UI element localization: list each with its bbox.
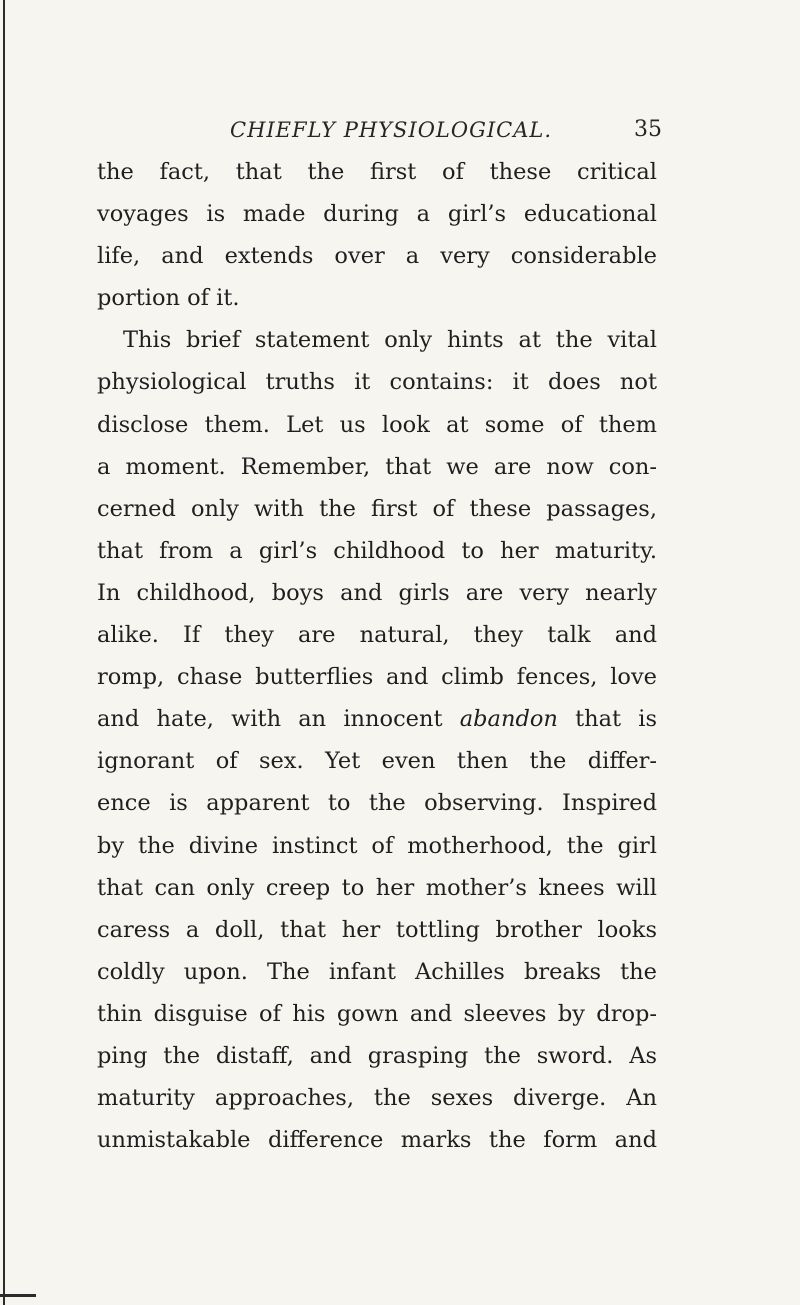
text-line: In childhood, boys and girls are very nearly [97, 579, 657, 606]
text-line: This brief statement only hints at the vital [123, 327, 657, 354]
text-line: disclose them. Let us look at some of them [97, 411, 657, 438]
text-line: voyages is made during a girl’s educational [97, 201, 657, 228]
text-line: maturity approaches, the sexes diverge. An [97, 1085, 657, 1112]
text-line: romp, chase butterflies and climb fences, love [97, 664, 657, 691]
text-line: life, and extends over a very considerable [97, 243, 657, 270]
text-line: a moment. Remember, that we are now con- [97, 453, 657, 480]
text-line: alike. If they are natural, they talk and [97, 622, 657, 649]
text-line: ence is apparent to the observing. Inspired [97, 790, 657, 817]
text-line: coldly upon. The infant Achilles breaks the [97, 958, 657, 985]
page-number: 35 [634, 117, 662, 142]
text-line: by the divine instinct of motherhood, the girl [97, 832, 657, 859]
text-line: physiological truths it contains: it does not [97, 369, 657, 396]
text-segment: and hate, with an innocent [97, 706, 443, 733]
text-line: ignorant of sex. Yet even then the differ- [97, 748, 657, 775]
text-line: ping the distaff, and grasping the sword. As [97, 1042, 657, 1069]
text-segment: that is [557, 706, 657, 733]
text-line: unmistakable difference marks the form and [97, 1127, 657, 1154]
text-line: portion of it. [97, 285, 240, 312]
italic-word: abandon [459, 706, 558, 733]
text-line: thin disguise of his gown and sleeves by drop- [97, 1000, 657, 1027]
body-text [97, 151, 657, 1161]
text-line-with-italic [97, 698, 657, 740]
page-corner-mark [0, 1294, 36, 1297]
text-line: caress a doll, that her tottling brother looks [97, 916, 657, 943]
text-line: that can only creep to her mother’s knees will [97, 874, 657, 901]
text-line: that from a girl’s childhood to her maturity. [97, 537, 657, 564]
page-binding-edge [3, 0, 5, 1305]
text-line: the fact, that the first of these critical [97, 159, 657, 185]
running-head: CHIEFLY PHYSIOLOGICAL. [230, 118, 553, 142]
text-line: cerned only with the first of these passages, [97, 495, 657, 522]
